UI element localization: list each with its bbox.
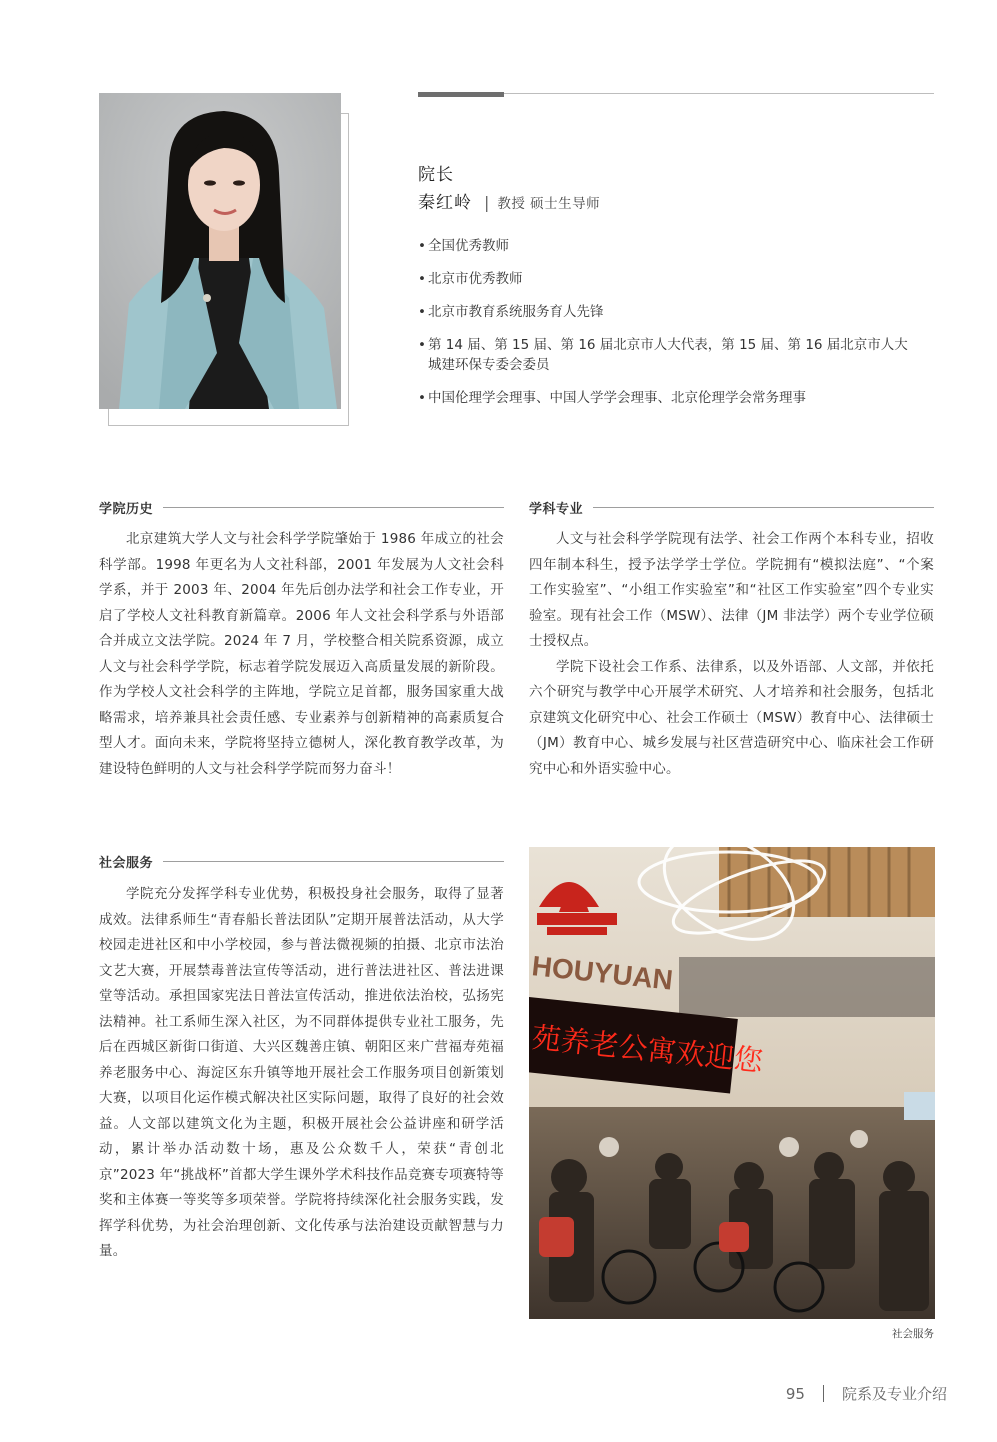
photo-caption: 社会服务 bbox=[892, 1328, 934, 1340]
profile-titles: 教授 硕士生导师 bbox=[497, 196, 601, 212]
major-paragraph: 学院下设社会工作系、法律系，以及外语部、人文部，并依托六个研究与教学中心开展学术研究、人才培养和社会服务，包括北京建筑文化研究中心、社会工作硕士（MSW）教育中心、法律硕士（JM）教育中心、城乡发展与社区营造研究中心、临床社会工作研究中心和外语实验中心。 bbox=[529, 658, 934, 777]
honor-item: • 北京市优秀教师 bbox=[418, 269, 918, 289]
major-paragraph: 人文与社会科学学院现有法学、社会工作两个本科专业，招收四年制本科生，授予法学学士学位。学院拥有“模拟法庭”、“个案工作实验室”、“小组工作实验室”和“社区工作实验室”四个专业实验室。现有社会工作（MSW）、法律（JM 非法学）两个专业学位硕士授权点。 bbox=[529, 531, 934, 649]
heading-rule bbox=[593, 507, 934, 508]
page-footer bbox=[786, 1383, 947, 1404]
service-title: 社会服务 bbox=[99, 855, 154, 871]
history-paragraph: 北京建筑大学人文与社会科学学院肇始于 1986 年成立的社会科学部。1998 年更名为人文社科部，2001 年发展为人文社会科学系，并于 2003 年、2004 年先后创办法学和社会工作专业，开启了学校人文社科教育新篇章。2006 年人文社会科学系与外语部合并成立文法学院。2024 年 7 月，学校整合相关院系资源，成立人文与社会科学学院，标志着学院发展迈入高质量发展的新阶段。作为学校人文社会科学的主阵地，学院立足首都，服务国家重大战略需求，培养兼具社会责任感、专业素养与创新精神的高素质复合型人才。面向未来，学院将坚持立德树人，深化教育教学改革，为建设特色鲜明的人文与社会科学学院而努力奋斗！ bbox=[99, 531, 504, 777]
history-title: 学院历史 bbox=[99, 501, 154, 517]
profile-name: 秦红岭 bbox=[418, 193, 472, 213]
major-title: 学科专业 bbox=[529, 501, 584, 517]
service-heading bbox=[99, 851, 504, 871]
footer-separator bbox=[823, 1385, 824, 1402]
honor-item: • 北京市教育系统服务育人先锋 bbox=[418, 302, 918, 322]
honors-list bbox=[418, 236, 918, 421]
honor-item: • 第 14 届、第 15 届、第 16 届北京市人大代表，第 15 届、第 16 届北京市人大城建环保专委会委员 bbox=[418, 335, 918, 375]
profile-name-line bbox=[418, 188, 600, 213]
service-body bbox=[99, 882, 504, 1265]
header-rule-accent bbox=[418, 92, 504, 97]
footer-section-name: 院系及专业介绍 bbox=[841, 1385, 947, 1403]
major-body bbox=[529, 527, 934, 782]
led-banner-text: 苑养老公寓欢迎您 bbox=[530, 1020, 765, 1079]
history-body bbox=[99, 527, 504, 782]
heading-rule bbox=[163, 861, 504, 862]
heading-rule bbox=[163, 507, 504, 508]
sign-latin-text: HOUYUAN bbox=[530, 950, 675, 996]
name-separator: | bbox=[484, 193, 490, 212]
service-photo bbox=[529, 847, 935, 1319]
dean-portrait bbox=[99, 93, 341, 409]
profile-role: 院长 bbox=[418, 165, 454, 185]
page-number: 95 bbox=[785, 1385, 805, 1403]
honor-item: • 中国伦理学会理事、中国人学学会理事、北京伦理学会常务理事 bbox=[418, 388, 918, 408]
history-heading bbox=[99, 497, 504, 517]
service-paragraph: 学院充分发挥学科专业优势，积极投身社会服务，取得了显著成效。法律系师生“青春船长普法团队”定期开展普法活动，从大学校园走进社区和中小学校园，参与普法微视频的拍摄、北京市法治文艺大赛，开展禁毒普法宣传等活动，进行普法进社区、普法进课堂等活动。承担国家宪法日普法宣传活动，推进依法治校，弘扬宪法精神。社工系师生深入社区，为不同群体提供专业社工服务，先后在西城区新街口街道、大兴区魏善庄镇、朝阳区来广营福寿苑福养老服务中心、海淀区东升镇等地开展社会工作服务项目创新策划大赛，以项目化运作模式解决社区实际问题，取得了良好的社会效益。人文部以建筑文化为主题，积极开展社会公益讲座和研学活动，累计举办活动数十场，惠及公众数千人，荣获“青创北京”2023 年“挑战杯”首都大学生课外学术科技作品竞赛专项赛特等奖和主体赛一等奖等多项荣誉。学院将持续深化社会服务实践，发挥学科优势，为社会治理创新、文化传承与法治建设贡献智慧与力量。 bbox=[99, 886, 504, 1259]
major-heading bbox=[529, 497, 934, 517]
honor-item: • 全国优秀教师 bbox=[418, 236, 918, 256]
